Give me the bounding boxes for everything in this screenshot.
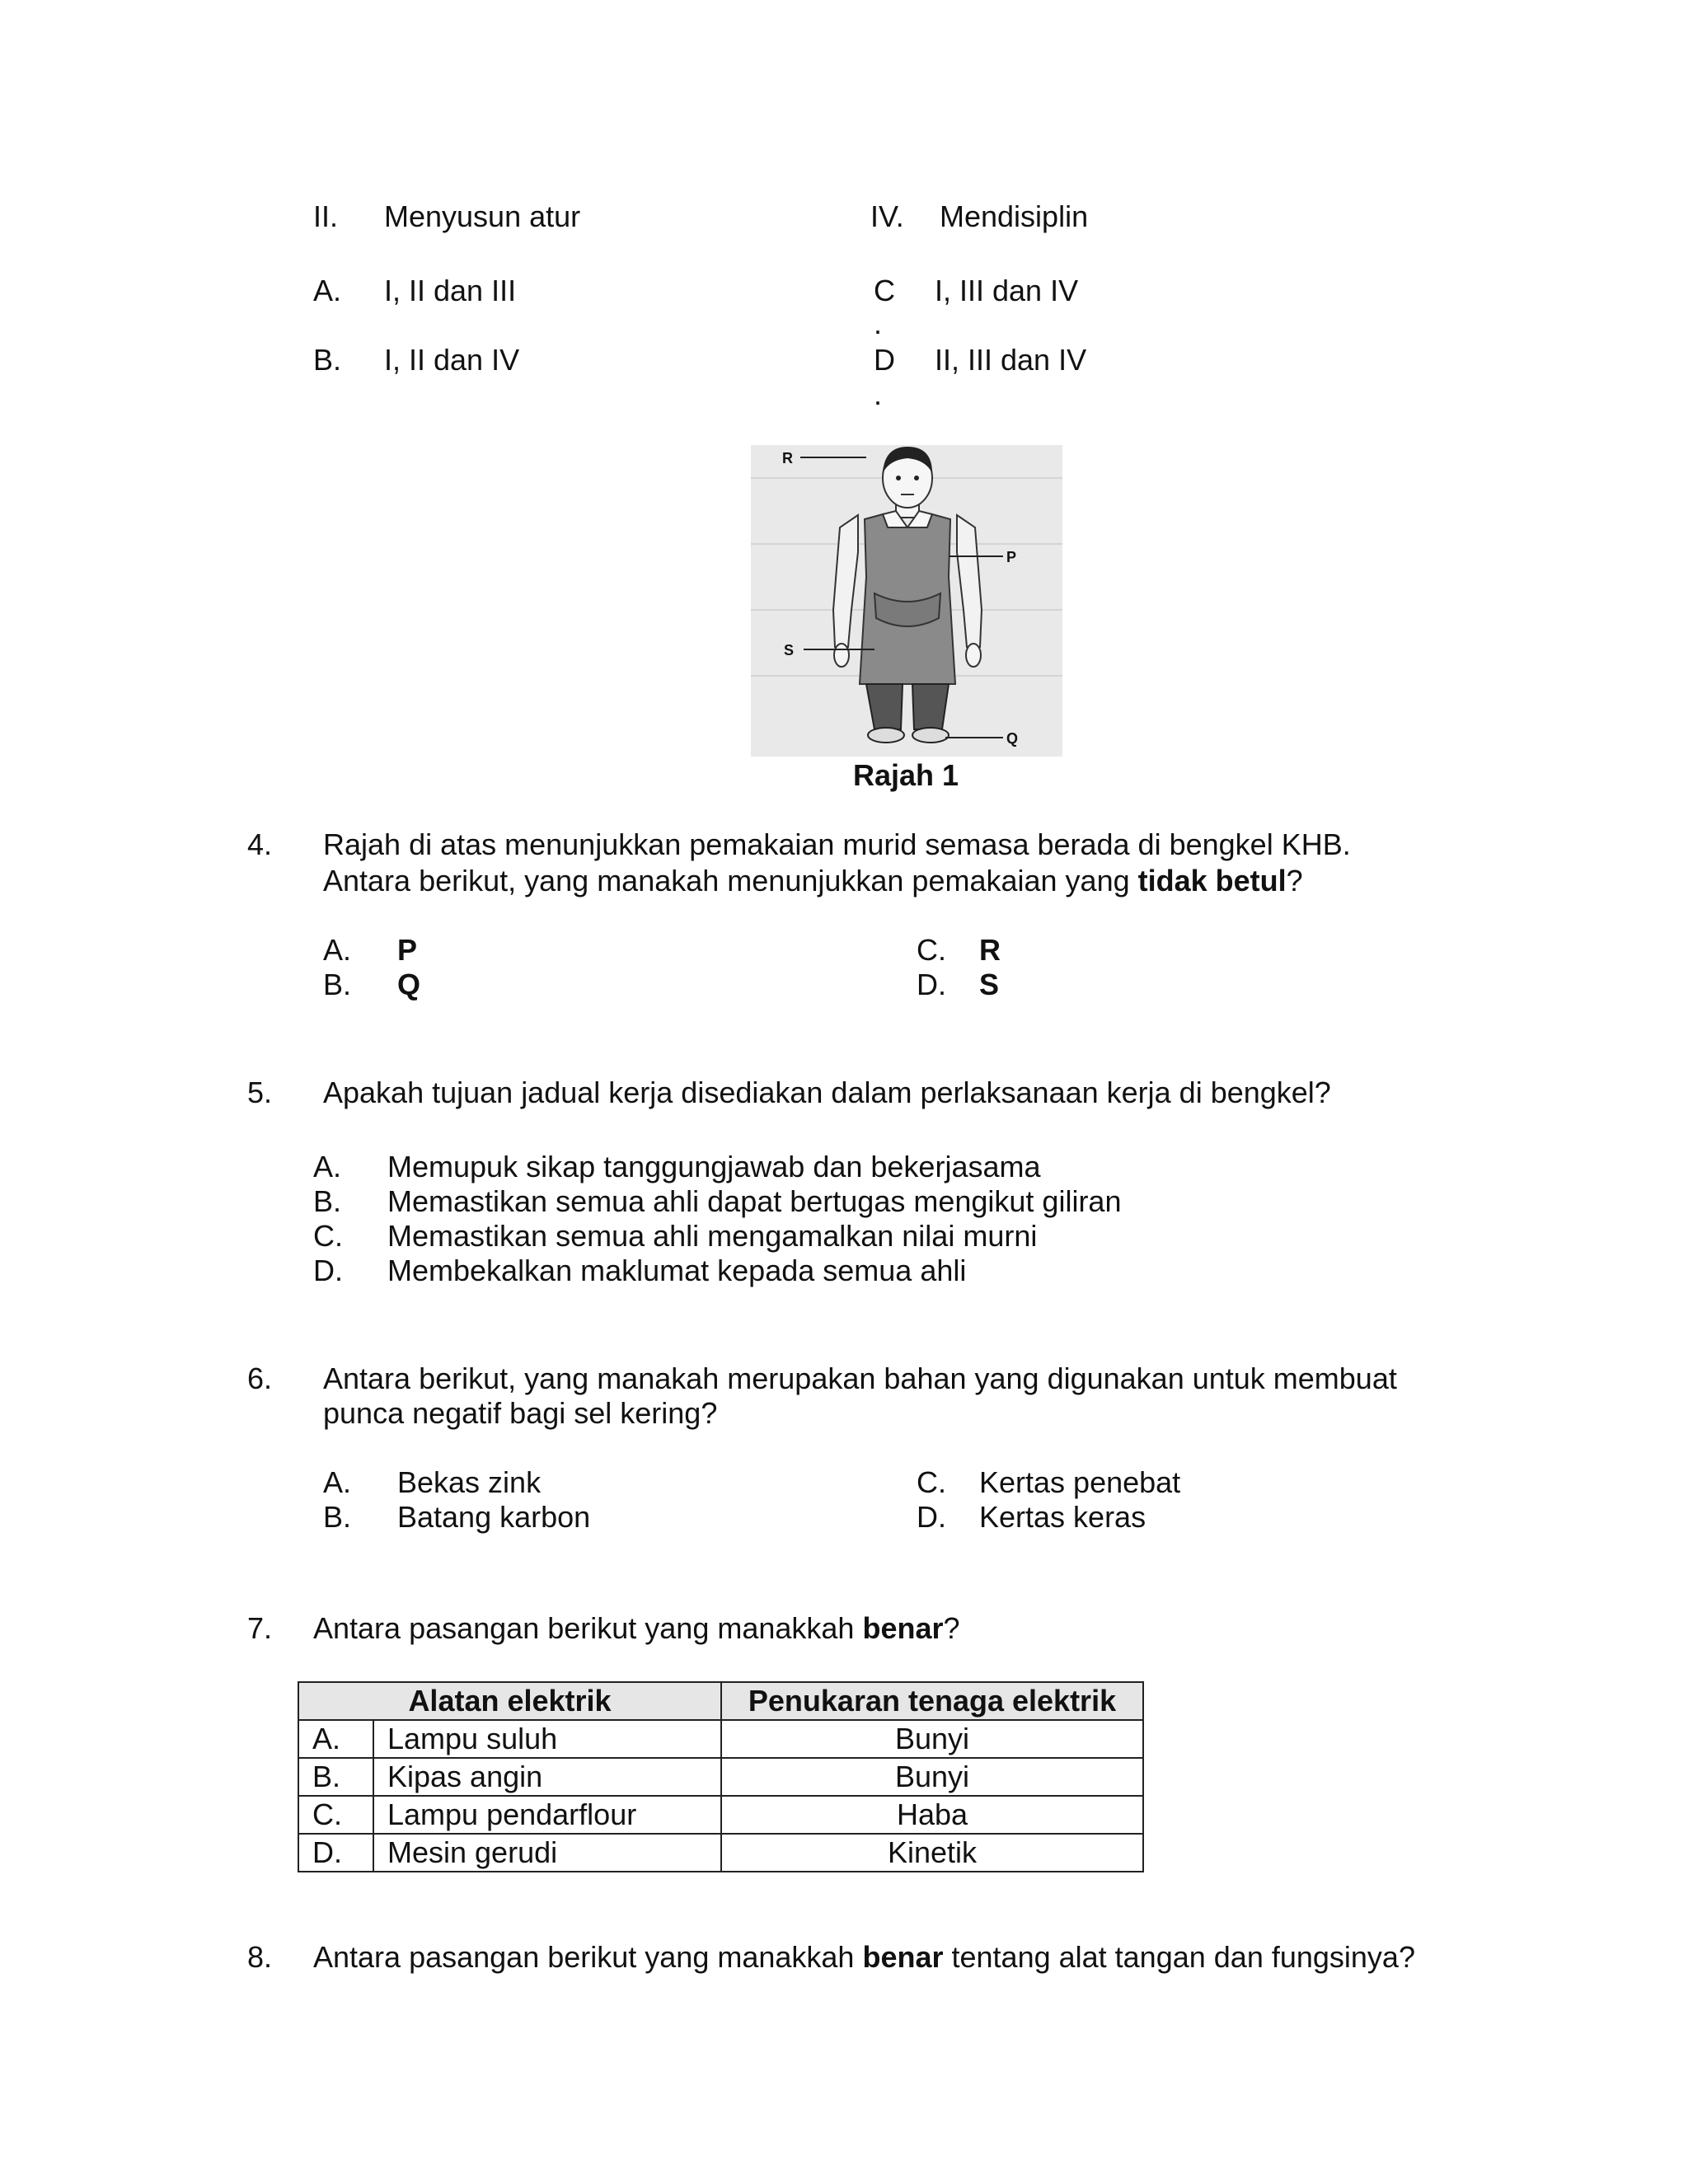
row-label: B.: [298, 1758, 373, 1796]
q5-option-c-label: C.: [313, 1219, 343, 1253]
q8-number: 8.: [247, 1940, 273, 1974]
q7-text: Antara pasangan berikut yang manakkah benar?: [313, 1611, 960, 1645]
q5-option-b-text: Memastikan semua ahli dapat bertugas mengikut giliran: [387, 1184, 1122, 1218]
q4-option-c-text: R: [979, 933, 1001, 967]
row-item: Kipas angin: [373, 1758, 721, 1796]
label-r: R: [782, 450, 793, 466]
row-item: Lampu pendarflour: [373, 1796, 721, 1834]
row-item: Mesin gerudi: [373, 1834, 721, 1872]
q4-emphasis: tidak betul: [1137, 864, 1287, 898]
row-energy: Kinetik: [721, 1834, 1143, 1872]
q6-text-line1: Antara berikut, yang manakah merupakan bahan yang digunakan untuk membuat: [323, 1361, 1397, 1395]
q6-option-a-label: A.: [323, 1465, 352, 1499]
row-label: C.: [298, 1796, 373, 1834]
q7-pairs-table: [298, 1681, 1144, 1872]
q4-text-line2: Antara berikut, yang manakah menunjukkan pemakaian yang tidak betul?: [323, 864, 1303, 898]
q4-option-d-label: D.: [917, 968, 946, 1001]
table-header-row: [298, 1682, 1143, 1720]
q6-option-a-text: Bekas zink: [397, 1465, 542, 1499]
q4-option-a-label: A.: [323, 933, 352, 967]
q4-number: 4.: [247, 827, 273, 861]
q5-text: Apakah tujuan jadual kerja disediakan dalam perlaksanaan kerja di bengkel?: [323, 1076, 1331, 1109]
q3-option-c-text: I, III dan IV: [935, 274, 1079, 307]
q3-option-a-label: A.: [313, 274, 342, 307]
label-s: S: [784, 642, 795, 658]
table-row: [298, 1758, 1143, 1796]
row-energy: Bunyi: [721, 1758, 1143, 1796]
q6-option-c-label: C.: [917, 1465, 946, 1499]
q7-emphasis: benar: [862, 1611, 944, 1645]
q4-option-a-text: P: [397, 933, 418, 967]
table-row: [298, 1720, 1143, 1758]
q6-option-b-label: B.: [323, 1500, 352, 1534]
header-tool: Alatan elektrik: [298, 1682, 721, 1720]
q8-emphasis: benar: [862, 1940, 944, 1974]
q5-option-a-text: Memupuk sikap tanggungjawab dan bekerjasama: [387, 1150, 1041, 1183]
table-row: [298, 1834, 1143, 1872]
q4-text-line1: Rajah di atas menunjukkan pemakaian murid semasa berada di bengkel KHB.: [323, 827, 1351, 861]
q6-number: 6.: [247, 1361, 273, 1395]
q4-option-b-label: B.: [323, 968, 352, 1001]
q6-option-d-label: D.: [917, 1500, 946, 1534]
figure-caption: Rajah 1: [853, 758, 959, 792]
q3-option-b-text: I, II dan IV: [384, 343, 520, 377]
q3-option-c-dot: .: [874, 307, 883, 340]
q5-option-c-text: Memastikan semua ahli mengamalkan nilai murni: [387, 1219, 1038, 1253]
q3-option-a-text: I, II dan III: [384, 274, 517, 307]
label-q: Q: [1006, 730, 1019, 747]
student-apron-illustration: [751, 445, 1062, 757]
q3-option-c-label: C: [874, 274, 895, 307]
table-row: [298, 1796, 1143, 1834]
row-energy: Bunyi: [721, 1720, 1143, 1758]
q3-item-iv-number: IV.: [870, 199, 904, 233]
q3-option-b-label: B.: [313, 343, 342, 377]
q3-option-d-text: II, III dan IV: [935, 343, 1087, 377]
q4-option-c-label: C.: [917, 933, 946, 967]
q6-option-d-text: Kertas keras: [979, 1500, 1146, 1534]
label-p: P: [1006, 549, 1017, 565]
q5-number: 5.: [247, 1076, 273, 1109]
row-label: A.: [298, 1720, 373, 1758]
q3-item-ii-number: II.: [313, 199, 339, 233]
q4-option-b-text: Q: [397, 968, 421, 1001]
row-label: D.: [298, 1834, 373, 1872]
q6-text-line2: punca negatif bagi sel kering?: [323, 1396, 718, 1430]
q5-option-a-label: A.: [313, 1150, 342, 1183]
row-energy: Haba: [721, 1796, 1143, 1834]
q8-text: Antara pasangan berikut yang manakkah benar tentang alat tangan dan fungsinya?: [313, 1940, 1415, 1974]
q6-option-b-text: Batang karbon: [397, 1500, 591, 1534]
row-item: Lampu suluh: [373, 1720, 721, 1758]
figure-student-attire: [751, 445, 1062, 757]
q3-option-d-dot: .: [874, 377, 883, 411]
q4-option-d-text: S: [979, 968, 1000, 1001]
q5-option-d-label: D.: [313, 1254, 343, 1287]
q3-item-iv-text: Mendisiplin: [940, 199, 1089, 233]
header-energy: Penukaran tenaga elektrik: [721, 1682, 1143, 1720]
q3-option-d-label: D: [874, 343, 895, 377]
q6-option-c-text: Kertas penebat: [979, 1465, 1181, 1499]
q5-option-d-text: Membekalkan maklumat kepada semua ahli: [387, 1254, 967, 1287]
q5-option-b-label: B.: [313, 1184, 342, 1218]
q7-number: 7.: [247, 1611, 273, 1645]
q3-item-ii-text: Menyusun atur: [384, 199, 581, 233]
